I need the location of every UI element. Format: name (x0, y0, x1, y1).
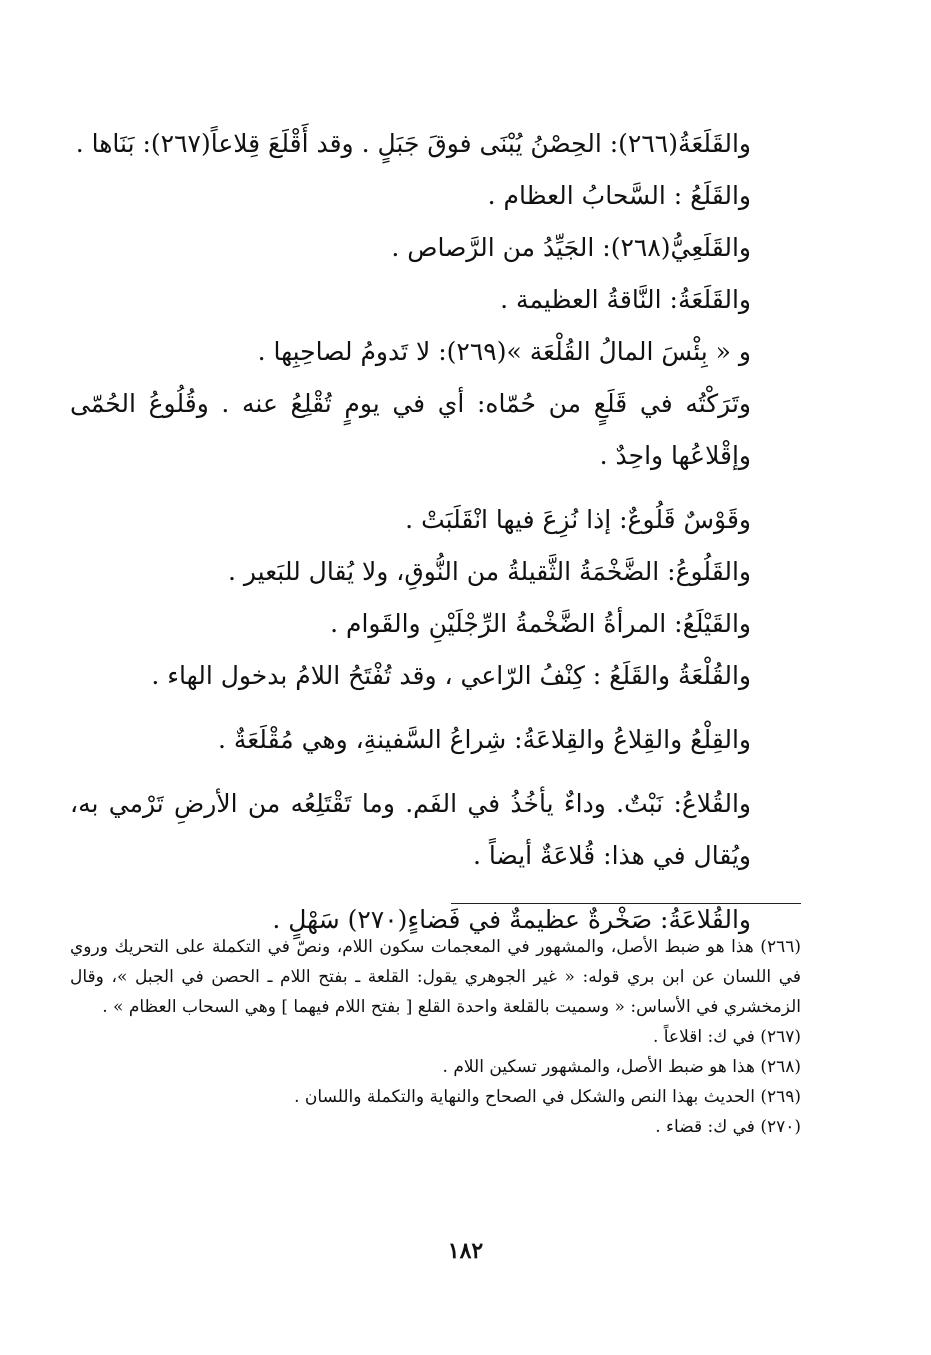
entry-qayla: والقَيْلَعُ: المرأةُ الضَّخْمةُ الرِّجْلَيْنِ والقَوام . (330, 609, 751, 638)
footnote-269: (٢٦٩) الحديث بهذا النص والشكل في الصحاح والنهاية والتكملة واللسان . (294, 1087, 801, 1107)
entry-qala-a-she-camel: والقَلَعَةُ: النَّاقةُ العظيمة . (500, 285, 751, 314)
entry-qala-a-fortress: والقَلَعَةُ(٢٦٦): الحِصْنُ يُبْنَى فوقَ جَبَلٍ . وقد أَقْلَعَ قِلاعاً(٢٦٧): بَنَاها . (75, 129, 751, 158)
page-number: ١٨٢ (447, 1238, 484, 1264)
footnote-267: (٢٦٧) في ك: اقلاعاً . (652, 1027, 801, 1047)
footnote-268: (٢٦٨) هذا هو ضبط الأصل، والمشهور تسكين اللام . (442, 1057, 801, 1077)
entry-shepherd-bag: والقُلْعَةُ والقَلَعُ : كِنْفُ الرّاعي ، وقد تُفْتَحُ اللامُ بدخول الهاء . (151, 661, 751, 690)
entry-qaws-qalu: وقَوْسٌ قَلُوعٌ: إذا نُزِعَ فيها انْقَلَبَتْ . (405, 505, 751, 534)
entry-qula-a-rock: والقُلاعَةُ: صَخْرةٌ عظيمةٌ في فَضاءٍ(٢٧٠) سَهْلٍ . (272, 905, 751, 934)
entry-qula-plant: والقُلاعُ: نَبْتٌ. وداءٌ يأخُذُ في الفَم. وما تَقْتَلِعُه من الأرضِ تَرْمي به، ويُقال في هذا: قُلاعَةٌ أيضاً . (70, 789, 751, 870)
main-text (70, 118, 751, 946)
entry-qalai-lead: والقَلَعِيُّ(٢٦٨): الجَيِّدُ من الرَّصاص . (391, 233, 751, 262)
entry-qalu-camel: والقَلُوعُ: الضَّخْمَةُ الثَّقيلةُ من النُّوقِ، ولا يُقال للبَعير . (227, 557, 751, 586)
footnote-266: (٢٦٦) هذا هو ضبط الأصل، والمشهور في المعجمات سكون اللام، ونصّ في التكملة على التحريك وروي في اللسان عن ابن بري قوله: « غير الجوهري يقول: القلعة ـ بفتح اللام ـ الحصن في الجبل »، وقال الزمخشري في الأساس: « وسميت بالقلعة واحدة القلع [ بفتح اللام فيهما ] وهي السحاب العظام » . (70, 937, 801, 1017)
footnote-divider (451, 903, 801, 904)
entry-hadith-qul-a: و « بِئْسَ المالُ القُلْعَة »(٢٦٩): لا تَدومُ لصاحِبِها . (257, 337, 751, 366)
entry-fever-leaving: وتَرَكْتُه في قَلَعٍ من حُمّاه: أي في يومٍ تُقْلِعُ عنه . وقُلُوعُ الحُمّى وإقْلاعُها واحِدٌ . (70, 389, 751, 470)
entry-qala-clouds: والقَلَعُ : السَّحابُ العظام . (487, 181, 751, 210)
entry-ship-sail: والقِلْعُ والقِلاعُ والقِلاعَةُ: شِراعُ السَّفينةِ، وهي مُقْلَعَةٌ . (217, 725, 751, 754)
footnote-270: (٢٧٠) في ك: قضاء . (655, 1117, 801, 1137)
footnotes (70, 932, 801, 1142)
